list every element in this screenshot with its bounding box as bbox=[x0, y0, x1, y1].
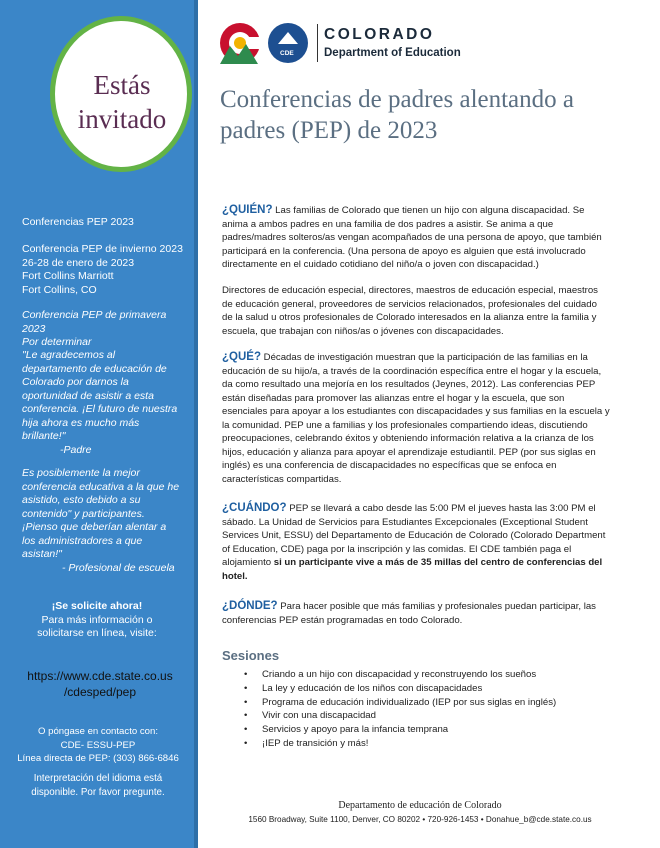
where-lead: ¿DÓNDE? bbox=[222, 600, 278, 612]
list-item: • ¡IEP de transición y más! bbox=[240, 737, 556, 751]
invitation-text bbox=[64, 68, 180, 136]
invite-line-1: Estás bbox=[93, 70, 151, 100]
when-lead: ¿CUÁNDO? bbox=[222, 502, 287, 514]
testimonial-professional bbox=[22, 467, 182, 575]
sessions-title: Sesiones bbox=[222, 648, 280, 663]
contact-info bbox=[10, 725, 186, 766]
footer-address: 1560 Broadway, Suite 1100, Denver, CO 80202 • 720-926-1453 • Donahue_b@cde.state.co.us bbox=[248, 815, 592, 824]
list-item: • Servicios y apoyo para la infancia temprana bbox=[240, 723, 556, 737]
interpretation-note: Interpretación del idioma está disponible. Por favor pregunte. bbox=[31, 773, 165, 798]
url-line-1[interactable]: https://www.cde.state.co.us bbox=[27, 669, 173, 683]
when-text: PEP se llevará a cabo desde las 5:00 PM el jueves hasta las 3:00 PM el sábado. La Unidad de Servicios para Estudiantes Excepcionales (Exceptional Student Services Unit, ESSU) del Departamento de Educación de Colorado (Colorado Department of Education, CDE) paga por la inscripción y las comidas. El CDE también paga el alojamiento bbox=[222, 503, 606, 568]
registration-link[interactable] bbox=[8, 668, 192, 700]
winter-dates: 26-28 de enero de 2023 bbox=[22, 256, 135, 269]
winter-city: Fort Collins, CO bbox=[22, 283, 97, 296]
sidebar-edge bbox=[194, 0, 198, 848]
where-text: Para hacer posible que más familias y profesionales puedan participar, las conferencias PEP están programadas en todo Colorado. bbox=[222, 601, 596, 626]
who-text: Las familias de Colorado que tienen un hijo con alguna discapacidad. Se anima a ambos padres en una familia de dos padres a asistir. Se anima a que padres/madres solteros/as vengan acompañados de una persona de apoyo, que también participará en la conferencia. (Una persona de apoyo es alguien que está involucrado directamente en el cuidado cotidiano del niño/a o joven con discapacidad.) bbox=[222, 205, 602, 270]
footer-org: Departamento de educación de Colorado bbox=[338, 800, 502, 811]
sidebar-heading: Conferencias PEP 2023 bbox=[22, 216, 134, 228]
when-section bbox=[222, 502, 610, 583]
cde-logo bbox=[218, 20, 478, 66]
when-bold-text: si un participante vive a más de 35 millas del centro de conferencias del hotel. bbox=[222, 557, 603, 582]
list-item: • Programa de educación individualizado (IEP por sus siglas en inglés) bbox=[240, 696, 556, 710]
sessions-list bbox=[240, 668, 556, 751]
spring-conference bbox=[22, 309, 192, 350]
apply-text: Para más información o solicitarse en línea, visite: bbox=[37, 613, 157, 639]
winter-venue: Fort Collins Marriott bbox=[22, 270, 114, 282]
logo-subtitle: Department of Education bbox=[324, 47, 461, 59]
contact-line-3: Línea directa de PEP: (303) 866-6846 bbox=[17, 753, 179, 764]
invite-line-2: invitado bbox=[77, 104, 167, 134]
list-item: • Vivir con una discapacidad bbox=[240, 709, 556, 723]
who-professionals: Directores de educación especial, directores, maestros de educación especial, maestros de educación general, proveedores de servicios relacionados, profesionales del cuidado de la salud u otros profesionales de Colorado interesados en la alianza entre la familia y escuela, que trabajan con niños/as o jóvenes con discapacidades. bbox=[222, 285, 598, 337]
winter-conference bbox=[22, 243, 192, 297]
page-title: Conferencias de padres alentando a padres (PEP) de 2023 bbox=[220, 86, 575, 144]
what-lead: ¿QUÉ? bbox=[222, 351, 261, 363]
colorado-c-logo-icon bbox=[218, 20, 316, 66]
apply-heading: ¡Se solicite ahora! bbox=[51, 600, 143, 612]
contact-line-2: CDE- ESSU-PEP bbox=[60, 739, 136, 751]
url-line-2[interactable]: /cdesped/pep bbox=[63, 685, 137, 699]
list-item: • Criando a un hijo con discapacidad y reconstruyendo los sueños bbox=[240, 668, 556, 682]
contact-line-1: O póngase en contacto con: bbox=[37, 726, 158, 737]
list-item: • La ley y educación de los niños con discapacidades bbox=[240, 682, 556, 696]
who-section bbox=[222, 204, 610, 272]
testimonial-parent bbox=[22, 349, 180, 457]
what-section bbox=[222, 351, 610, 486]
spring-title: Conferencia PEP de primavera 2023 bbox=[22, 309, 167, 335]
who-lead: ¿QUIÉN? bbox=[222, 204, 273, 216]
quote-parent: "Le agradecemos al departamento de educación de Colorado por darnos la oportunidad de asistir a esta conferencia. ¡El futuro de nuestra hija ahora es mucho más brillante!" bbox=[22, 349, 178, 442]
winter-title: Conferencia PEP de invierno 2023 bbox=[22, 243, 183, 255]
cde-badge: CDE bbox=[280, 50, 294, 57]
where-section bbox=[222, 600, 610, 627]
quote-parent-author: -Padre bbox=[60, 443, 92, 456]
quote-professional-author: - Profesional de escuela bbox=[62, 561, 175, 574]
what-text: Décadas de investigación muestran que la participación de las familias en la educación de su hijo/a, a través de la coordinación específica entre el hogar y la escuela, da como resultado una mejoría en los resultados (Jeynes, 2012). Las conferencias PEP están diseñadas para promover las alianzas entre el hogar y la escuela, que son esenciales para apoyar a los estudiantes con discapacidades y sus familias en la escuela y la comunidad. PEP une a familias y los profesionales compartiendo ideas, discutiendo preocupaciones, celebrando éxitos y obteniendo información relativa a la crianza de los hijos, educación y alianza para apoyar el aprendizaje estudiantil. PEP (por sus siglas en inglés) es una conferencia de discapacidades no específicas que se enfoca en características compartidas. bbox=[222, 352, 610, 485]
invitation-badge bbox=[50, 16, 192, 172]
apply-section bbox=[22, 600, 172, 641]
logo-divider bbox=[317, 24, 318, 62]
quote-professional: Es posiblemente la mejor conferencia educativa a la que he asistido, esto debido a su contenido" y participantes. ¡Pienso que deberían alentar a los administradores a que asistan!" bbox=[22, 467, 180, 560]
logo-wordmark: COLORADO bbox=[324, 26, 435, 43]
spring-status: Por determinar bbox=[22, 336, 92, 348]
